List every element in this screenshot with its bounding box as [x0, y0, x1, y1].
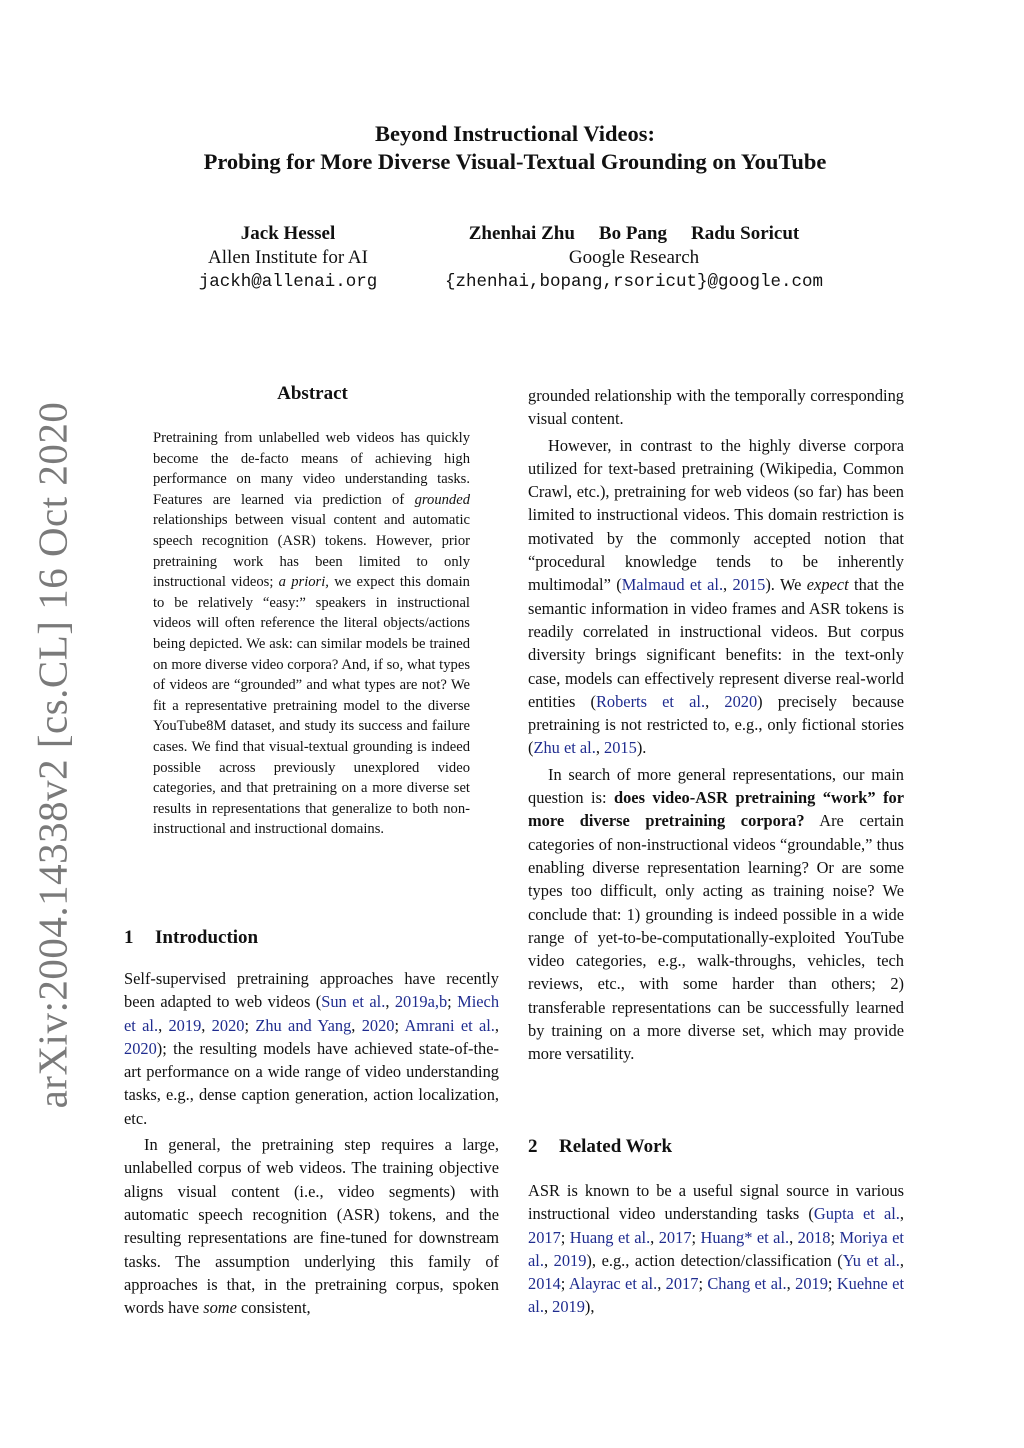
citation-link[interactable]: Yu et al.	[842, 1250, 900, 1270]
citation-link[interactable]: 2020	[124, 1038, 157, 1058]
citation-link[interactable]: 2015	[732, 575, 766, 595]
paragraph: grounded relationship with the temporally corresponding visual content.	[528, 386, 904, 429]
citation-link[interactable]: 2019	[552, 1297, 585, 1317]
paragraph: Self-supervised pretraining approaches have recently been adapted to web videos (Sun et al., 2019a,b; Miech et al., 2019, 2020; Zhu and Yang, 2020; Amrani et al., 2020); the resulting models have achieved state-of-the-art performance on a wide range of video understanding tasks, e.g., dense caption generation, action localization, etc.	[124, 969, 500, 1128]
author-name: Zhenhai Zhu	[468, 223, 575, 244]
citation-link[interactable]: Zhu et al.	[533, 738, 596, 758]
citation-link[interactable]: 2019	[795, 1274, 828, 1294]
citation-link[interactable]: 2017	[528, 1227, 561, 1247]
citation-link[interactable]: Chang et al.	[707, 1274, 787, 1294]
author-name: Jack Hessel	[240, 223, 336, 244]
author-name: Radu Soricut	[691, 223, 800, 244]
citation-link[interactable]: 2019	[168, 1015, 202, 1035]
arxiv-sidebar-identifier	[26, 401, 78, 1109]
author-email: {zhenhai,bopang,rsoricut}@google.com	[444, 272, 824, 292]
author-email: jackh@allenai.org	[198, 272, 378, 292]
intro-body	[124, 967, 499, 1319]
citation-link[interactable]: Moriya et al.	[528, 1227, 904, 1270]
section-heading-introduction: 1 Introduction	[124, 927, 259, 948]
citation-link[interactable]: Amrani et al.	[404, 1015, 495, 1035]
citation-link[interactable]: Alayrac et al.	[568, 1274, 658, 1294]
author-left	[180, 222, 396, 294]
citation-link[interactable]: Kuehne et al.	[528, 1274, 904, 1317]
citation-link[interactable]: Zhu and Yang	[255, 1015, 352, 1035]
paragraph: In general, the pretraining step requires a large, unlabelled corpus of web videos. The training objective aligns visual content (i.e., video segments) with automatic speech recognition (ASR) tokens, and the resulting representations are fine-tuned for downstream tasks. The assumption underlying this family of approaches is that, in the pretraining corpus, spoken words have some consistent,	[124, 1135, 499, 1318]
related-work-body	[528, 1179, 904, 1319]
title-line-1: Beyond Instructional Videos:	[374, 121, 656, 146]
paragraph: ASR is known to be a useful signal source in various instructional video understanding tasks (Gupta et al., 2017; Huang et al., 2017; Huang* et al., 2018; Moriya et al., 2019), e.g., action detection/classification (Yu et al., 2014; Alayrac et al., 2017; Chang et al., 2019; Kuehne et al., 2019),	[528, 1181, 905, 1317]
section-heading-related-work: 2 Related Work	[528, 1136, 673, 1157]
citation-link[interactable]: 2017	[658, 1227, 692, 1247]
citation-link[interactable]: Roberts et al.	[595, 691, 706, 711]
abstract-heading: Abstract	[277, 383, 348, 404]
citation-link[interactable]: 2014	[528, 1274, 561, 1294]
citation-link[interactable]: Malmaud et al.	[621, 575, 724, 595]
citation-link[interactable]: 2020	[211, 1015, 245, 1035]
citation-link[interactable]: Gupta et al.	[813, 1204, 900, 1224]
citation-link[interactable]: 2020	[361, 1015, 395, 1035]
author-name: Bo Pang	[598, 223, 668, 244]
author-names	[410, 222, 858, 246]
citation-link[interactable]: 2018	[797, 1227, 831, 1247]
citation-link[interactable]: 2017	[665, 1274, 699, 1294]
paper-title	[120, 120, 910, 176]
paragraph: However, in contrast to the highly diverse corpora utilized for text-based pretraining (Wikipedia, Common Crawl, etc.), pretraining for web videos (so far) has been limited to instructional videos. This domain restriction is motivated by the commonly accepted notion that “procedural knowledge tends to be inherently multimodal” (Malmaud et al., 2015). We expect that the semantic information in video frames and ASR tokens is readily correlated in instructional videos. But corpus diversity brings significant benefits: in the text-only case, models can effectively represent diverse real-world entities (Roberts et al., 2020) precisely because pretraining is not restricted to, e.g., only fictional stories (Zhu et al., 2015).	[528, 435, 905, 758]
citation-link[interactable]: 2015	[604, 738, 637, 758]
title-line-2: Probing for More Diverse Visual-Textual Grounding on YouTube	[203, 149, 827, 174]
citation-link[interactable]: 2019	[553, 1250, 587, 1270]
author-affiliation: Allen Institute for AI	[208, 247, 368, 268]
author-affiliation: Google Research	[568, 247, 700, 268]
citation-link[interactable]: Huang* et al.	[700, 1227, 790, 1247]
author-right	[410, 222, 858, 294]
citation-link[interactable]: 2019a,b	[394, 992, 448, 1012]
paragraph: In search of more general representations, our main question is: does video-ASR pretraining “work” for more diverse pretraining corpora? Are certain categories of non-instructional videos “groundable,” thus enabling diverse representation learning? Or are some types too difficult, only acting as training noise? We conclude that: 1) grounding is indeed possible in a wide range of yet-to-be-computationally-exploited YouTube video categories, e.g., walk-throughs, vehicles, tech reviews, etc., with some harder than others; 2) transferable representations can be successfully learned by training on a more diverse set, which may provide more versatility.	[528, 764, 904, 1064]
abstract-text: Pretraining from unlabelled web videos has quickly become the de-facto means of achieving high performance on many video understanding tasks. Features are learned via prediction of grounded relationships between visual content and automatic speech recognition (ASR) tokens. However, prior pretraining work has been limited to only instructional videos; a priori, we expect this domain to be relatively “easy:” speakers in instructional videos will often reference the literal objects/actions being depicted. We ask: can similar models be trained on more diverse video corpora? And, if so, what types of videos are “grounded” and what types are not? We fit a representative pretraining model to the diverse YouTube8M dataset, and study its success and failure cases. We find that visual-textual grounding is indeed possible across previously unexplored video categories, and that pretraining on a more diverse set results in representations that generalize to both non-instructional and instructional domains.	[153, 430, 470, 838]
right-column-body	[528, 384, 904, 1066]
arxiv-id-text: arXiv:2004.14338v2 [cs.CL] 16 Oct 2020	[29, 401, 76, 1109]
citation-link[interactable]: Sun et al.	[321, 992, 386, 1012]
citation-link[interactable]: Miech et al.	[124, 992, 500, 1035]
citation-link[interactable]: 2020	[724, 691, 758, 711]
citation-link[interactable]: Huang et al.	[569, 1227, 651, 1247]
